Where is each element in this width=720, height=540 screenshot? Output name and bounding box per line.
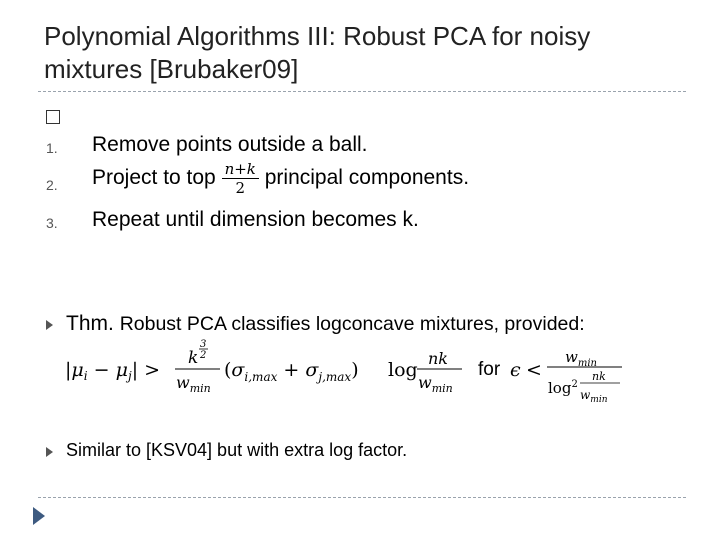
svg-text:3: 3 <box>200 339 207 350</box>
step-2-frac-den: 2 <box>235 179 246 197</box>
svg-text:nk: nk <box>592 370 606 383</box>
svg-text:<: < <box>526 359 542 381</box>
condition-word: for <box>478 359 501 380</box>
step-1-number: 1. <box>46 140 58 156</box>
step-2-pre: Project to top <box>92 166 216 190</box>
svg-text:log: log <box>388 359 418 381</box>
svg-text:|μi − μj| >: $|\mu_i - \mu_j|$ > <box>65 359 161 383</box>
svg-text:wmin: $w_{min}$ <box>565 348 597 369</box>
svg-text:ϵ: ϵ <box>510 359 521 381</box>
theorem-label: Thm. <box>66 312 114 335</box>
title-divider <box>38 91 686 92</box>
svg-text:nk: nk <box>428 349 448 368</box>
svg-text:(σi,max + σj,max): $(\sigma_{i,max} + \sigma_{j,max})$ <box>224 359 359 384</box>
theorem-text: Robust PCA classifies logconcave mixtures, provided: <box>119 313 585 335</box>
slide-nav-arrow-icon[interactable] <box>32 506 46 526</box>
svg-text:k: k <box>188 348 199 368</box>
svg-text:log2: $\log^2$ <box>548 379 578 397</box>
placeholder-box-icon <box>46 110 60 124</box>
step-2-post: principal components. <box>264 166 470 190</box>
svg-text:wmin: $w_{min}$ <box>580 388 608 405</box>
svg-text:wmin: $w_{min}$ <box>176 373 211 395</box>
footer-divider <box>38 497 686 498</box>
slide-title: Polynomial Algorithms III: Robust PCA for noisy mixtures [Brubaker09] <box>44 21 591 84</box>
step-2-number: 2. <box>46 177 58 193</box>
step-3-text: Repeat until dimension becomes k. <box>92 208 419 231</box>
bullet-arrow-icon-2 <box>46 447 53 457</box>
bullet-arrow-icon <box>46 320 53 330</box>
step-2-text <box>92 160 469 197</box>
step-3-number: 3. <box>46 215 58 231</box>
svg-text:wmin: $w_{min}$ <box>418 373 453 395</box>
step-2-fraction <box>222 160 259 197</box>
separation-condition-formula <box>60 333 660 413</box>
note-text: Similar to [KSV04] but with extra log factor. <box>66 440 408 460</box>
step-2-frac-num: n+k <box>222 160 259 179</box>
step-1-text: Remove points outside a ball. <box>92 133 368 156</box>
svg-text:2: 2 <box>200 350 207 361</box>
